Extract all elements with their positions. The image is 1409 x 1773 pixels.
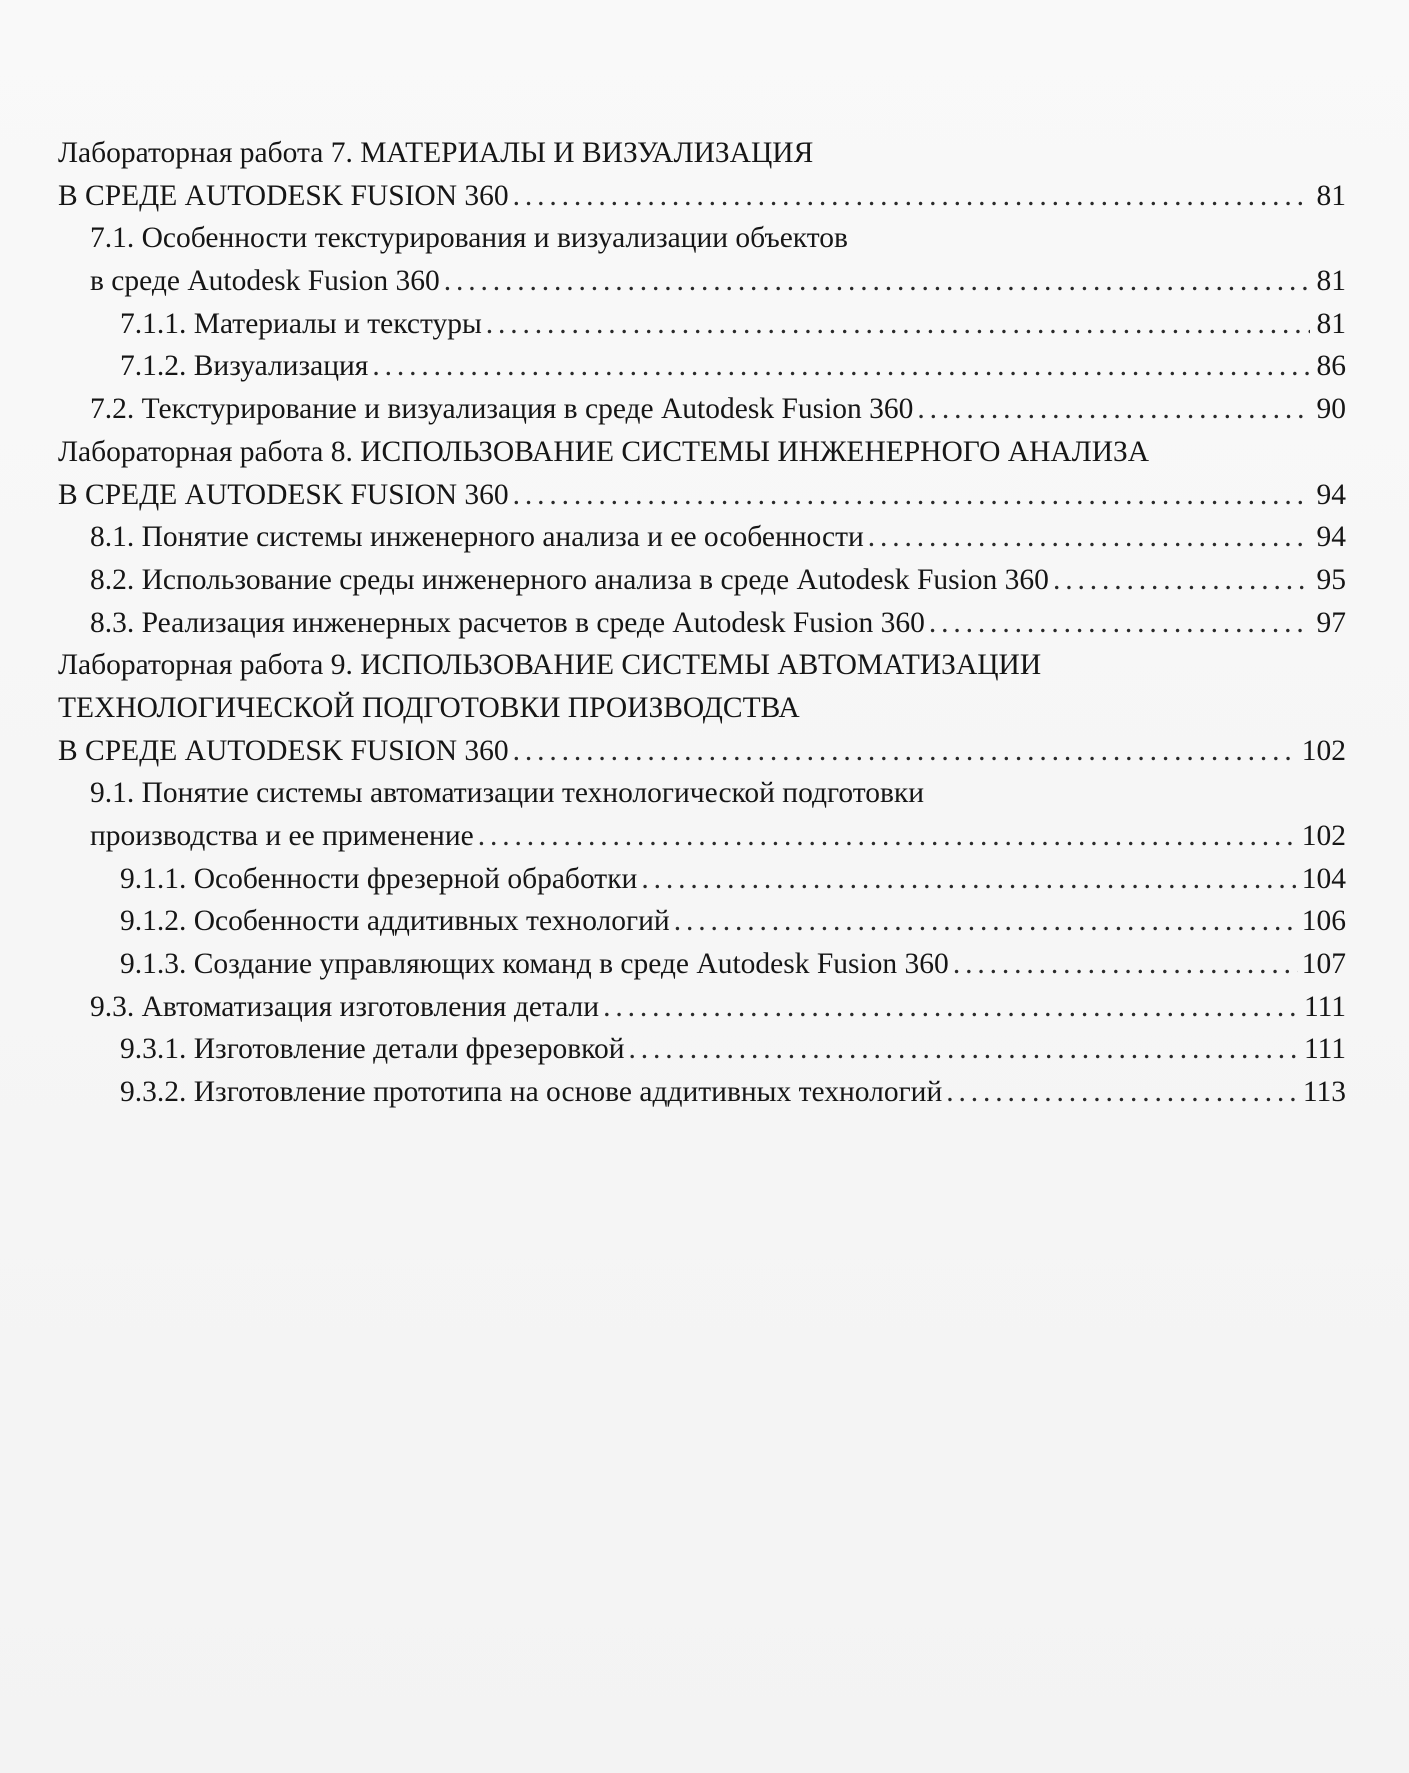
toc-entry [58,772,1346,815]
dot-leader [603,986,1300,1029]
toc-entry-title: 9.1.3. Создание управляющих команд в среде Autodesk Fusion 360 [120,948,949,981]
toc-entry-page-number: 81 [1316,307,1346,340]
toc-entry [58,730,1346,773]
toc-entry-title: 9.3.1. Изготовление детали фрезеровкой [120,1033,625,1066]
toc-entry-page-number: 113 [1302,1076,1346,1109]
toc-entry [58,175,1346,218]
dot-leader [513,175,1310,218]
dot-leader [486,303,1310,346]
toc-entry [58,858,1346,901]
dot-leader [674,900,1298,943]
toc-entry-title: 7.2. Текстурирование и визуализация в среде Autodesk Fusion 360 [90,393,914,426]
toc-entry-page-number: 81 [1316,179,1346,212]
toc-entry-title: В СРЕДЕ AUTODESK FUSION 360 [58,179,509,212]
toc-entry-title: 9.1.2. Особенности аддитивных технологий [120,905,670,938]
dot-leader [629,1028,1300,1071]
toc-entry-title: 9.1.1. Особенности фрезерной обработки [120,862,638,895]
toc-entry [58,815,1346,858]
dot-leader [513,474,1310,517]
toc-entry-title: В СРЕДЕ AUTODESK FUSION 360 [58,478,509,511]
toc-entry-title: В СРЕДЕ AUTODESK FUSION 360 [58,734,509,767]
toc-entry-title: 9.3.2. Изготовление прототипа на основе аддитивных технологий [120,1076,943,1109]
toc-entry [58,602,1346,645]
toc-entry-title: ТЕХНОЛОГИЧЕСКОЙ ПОДГОТОВКИ ПРОИЗВОДСТВА [58,691,800,724]
toc-entry-page-number: 102 [1301,820,1346,852]
toc-entry [58,345,1346,388]
toc-entry-page-number: 90 [1316,393,1346,426]
toc-entry [58,260,1346,303]
dot-leader [929,602,1310,645]
toc-entry-title: 8.2. Использование среды инженерного анализа в среде Autodesk Fusion 360 [90,563,1049,596]
toc-entry [58,388,1346,431]
toc-entry [58,1071,1346,1114]
toc-entry-title: Лабораторная работа 8. ИСПОЛЬЗОВАНИЕ СИСТЕМЫ ИНЖЕНЕРНОГО АНАЛИЗА [58,435,1150,468]
toc-entry-page-number: 106 [1301,905,1346,938]
toc-entry-title: 8.1. Понятие системы инженерного анализа и ее особенности [90,521,864,554]
toc-entry [58,431,1346,474]
toc-entry-page-number: 104 [1301,862,1346,895]
toc-entry-title: в среде Autodesk Fusion 360 [90,265,440,298]
toc-entry-title: 9.3. Автоматизация изготовления детали [90,990,600,1023]
toc-entry-title: Лабораторная работа 7. МАТЕРИАЛЫ И ВИЗУАЛИЗАЦИЯ [58,137,814,169]
toc-entry-page-number: 102 [1301,734,1346,767]
toc-entry-title: 7.1.1. Материалы и текстуры [120,307,482,340]
toc-entry-title: Лабораторная работа 9. ИСПОЛЬЗОВАНИЕ СИСТЕМЫ АВТОМАТИЗАЦИИ [58,649,1042,682]
dot-leader [953,943,1298,986]
dot-leader [641,858,1297,901]
dot-leader [868,516,1310,559]
toc-entry-title: 8.3. Реализация инженерных расчетов в среде Autodesk Fusion 360 [90,606,925,639]
toc-entry-page-number: 94 [1316,478,1346,511]
toc-entry-page-number: 111 [1303,990,1346,1023]
toc-entry-page-number: 81 [1316,265,1346,298]
dot-leader [444,260,1310,303]
dot-leader [917,388,1310,431]
toc-entry-page-number: 86 [1316,350,1346,383]
toc-entry [58,474,1346,517]
toc-entry [58,217,1346,260]
dot-leader [372,345,1310,388]
toc-entry-page-number: 107 [1301,948,1346,981]
table-of-contents [58,132,1346,1114]
toc-entry-title: 9.1. Понятие системы автоматизации технологической подготовки [90,777,925,810]
toc-entry-page-number: 95 [1316,563,1346,596]
toc-entry [58,1028,1346,1071]
toc-entry-title: 7.1. Особенности текстурирования и визуализации объектов [90,222,848,255]
toc-entry [58,644,1346,687]
toc-entry [58,943,1346,986]
toc-entry [58,303,1346,346]
toc-entry-page-number: 111 [1303,1033,1346,1066]
dot-leader [1053,559,1310,602]
toc-entry-page-number: 94 [1316,521,1346,554]
toc-entry [58,986,1346,1029]
toc-entry [58,516,1346,559]
dot-leader [478,815,1298,858]
toc-entry [58,687,1346,730]
toc-entry [58,559,1346,602]
dot-leader [513,730,1298,773]
toc-entry [58,132,1346,175]
dot-leader [946,1071,1299,1114]
toc-entry-page-number: 97 [1316,606,1346,639]
toc-entry-title: производства и ее применение [90,820,474,852]
toc-entry [58,900,1346,943]
toc-entry-title: 7.1.2. Визуализация [120,350,369,383]
